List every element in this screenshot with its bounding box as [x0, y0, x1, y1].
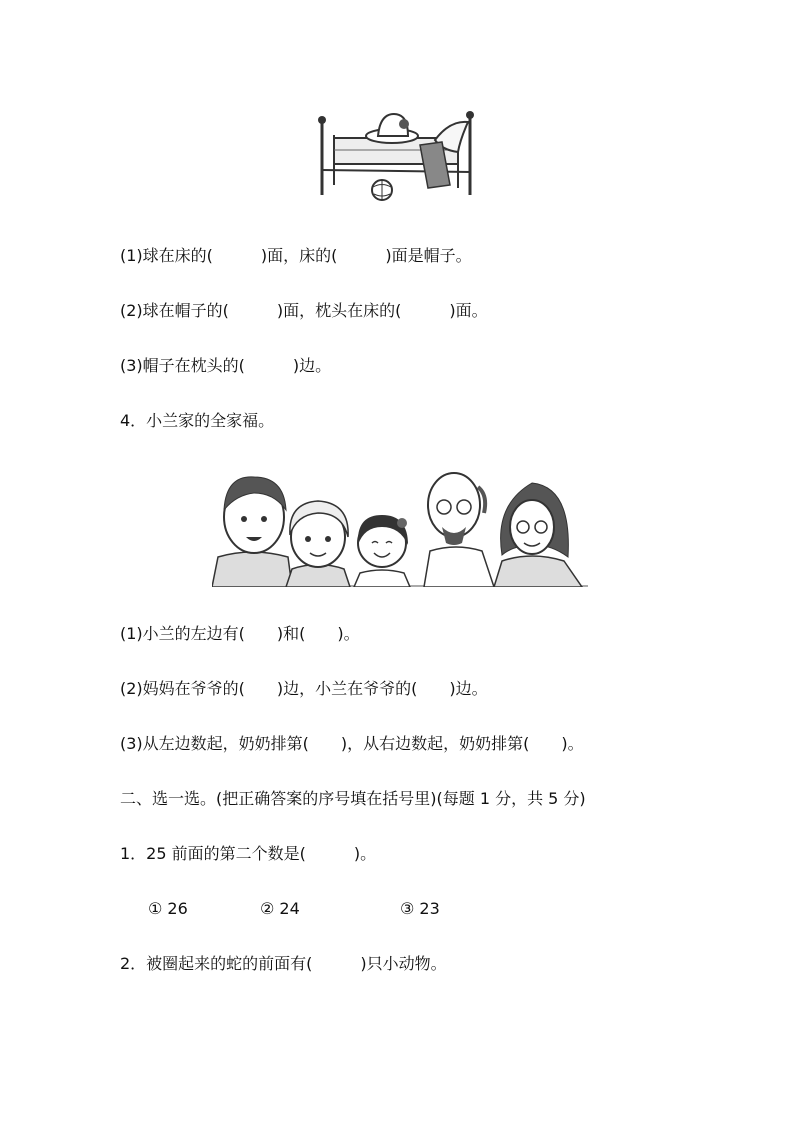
question-4-title: 4．小兰家的全家福。: [120, 411, 275, 430]
question-4-sub-3: (3)从左边数起，奶奶排第( )，从右边数起，奶奶排第( )。: [120, 734, 584, 753]
grandma-figure: [286, 501, 350, 587]
dad-figure: [212, 477, 292, 587]
section-2-heading: 二、选一选。(把正确答案的序号填在括号里)(每题 1 分，共 5 分): [120, 789, 586, 808]
xiaolan-figure: [354, 515, 410, 587]
question-4-sub-2: (2)妈妈在爷爷的( )边，小兰在爷爷的( )边。: [120, 679, 488, 698]
option-1: ① 26: [148, 899, 188, 918]
family-illustration: [212, 465, 588, 587]
question-4-sub-1: (1)小兰的左边有( )和( )。: [120, 624, 360, 643]
bed-question-2: (2)球在帽子的( )面，枕头在床的( )面。: [120, 301, 488, 320]
mom-figure: [494, 483, 582, 587]
section-2-question-2: 2．被圈起来的蛇的前面有( )只小动物。: [120, 954, 447, 973]
bed-question-3: (3)帽子在枕头的( )边。: [120, 356, 332, 375]
option-2: ② 24: [260, 899, 300, 918]
bed-illustration: [310, 100, 480, 205]
grandpa-figure: [424, 473, 494, 587]
option-3: ③ 23: [400, 899, 440, 918]
section-2-question-1: 1．25 前面的第二个数是( )。: [120, 844, 377, 863]
bed-question-1: (1)球在床的( )面，床的( )面是帽子。: [120, 246, 472, 265]
